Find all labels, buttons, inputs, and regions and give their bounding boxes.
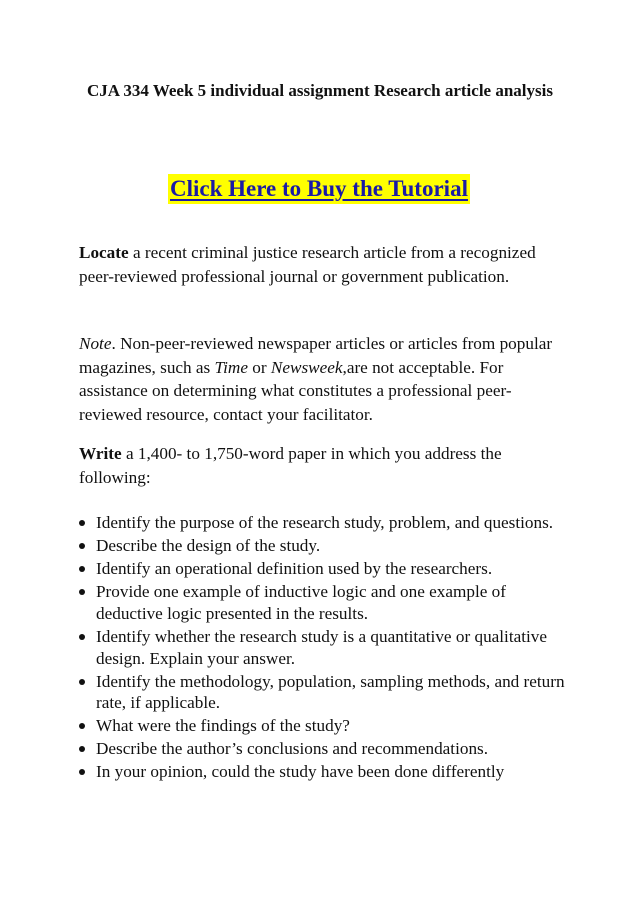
- write-text: a 1,400- to 1,750-word paper in which you address the following:: [79, 444, 502, 487]
- list-item: [79, 512, 574, 534]
- list-item: [79, 581, 574, 625]
- locate-lead: Locate: [79, 243, 129, 262]
- buy-tutorial-link[interactable]: Click Here to Buy the Tutorial: [168, 174, 470, 204]
- bullet-icon: [79, 589, 85, 595]
- bullet-icon: [79, 543, 85, 549]
- bullet-icon: [79, 746, 85, 752]
- locate-paragraph: [79, 241, 569, 288]
- write-lead: Write: [79, 444, 122, 463]
- list-item: [79, 671, 574, 715]
- list-item-text: What were the findings of the study?: [96, 716, 350, 736]
- list-item: [79, 761, 574, 783]
- list-item-text: Identify an operational definition used by the researchers.: [96, 558, 493, 578]
- bullet-icon: [79, 634, 85, 640]
- list-item-text: Identify the purpose of the research study, problem, and questions.: [96, 513, 554, 532]
- write-paragraph: [79, 442, 569, 489]
- note-paragraph: [79, 332, 569, 426]
- locate-text: a recent criminal justice research article from a recognized peer-reviewed professional journal or government publication.: [79, 243, 536, 286]
- note-time: Time: [214, 357, 248, 377]
- list-item: [79, 626, 574, 670]
- note-lead: Note: [79, 334, 112, 353]
- list-item-text: Provide one example of inductive logic and one example of deductive logic presented in the results.: [96, 581, 506, 623]
- note-text-1: . Non-peer-reviewed newspaper articles or articles from popular magazines, such as: [79, 334, 553, 377]
- bullet-icon: [79, 566, 85, 572]
- bullet-icon: [79, 679, 85, 685]
- note-text-3: ,are not acceptable. For assistance on determining what constitutes a professional peer-reviewed resource, contact your facilitator.: [79, 357, 512, 424]
- note-newsweek: Newsweek: [270, 357, 343, 377]
- list-item: [79, 738, 574, 760]
- list-item: [79, 715, 574, 737]
- list-item-text: Identify whether the research study is a quantitative or qualitative design. Explain your answer.: [96, 626, 548, 668]
- bullet-icon: [79, 723, 85, 729]
- requirements-list: [79, 512, 574, 784]
- note-text-2: or: [247, 357, 271, 377]
- bullet-icon: [79, 769, 85, 775]
- list-item: [79, 558, 574, 580]
- bullet-icon: [79, 520, 85, 526]
- document-title: CJA 334 Week 5 individual assignment Research article analysis: [87, 81, 553, 100]
- cta-container: [0, 174, 638, 204]
- list-item-text: Describe the design of the study.: [96, 535, 321, 555]
- list-item-text: In your opinion, could the study have been done differently: [96, 762, 505, 782]
- list-item: [79, 535, 574, 557]
- list-item-text: Identify the methodology, population, sampling methods, and return rate, if applicable.: [96, 671, 565, 713]
- list-item-text: Describe the author’s conclusions and recommendations.: [96, 739, 489, 759]
